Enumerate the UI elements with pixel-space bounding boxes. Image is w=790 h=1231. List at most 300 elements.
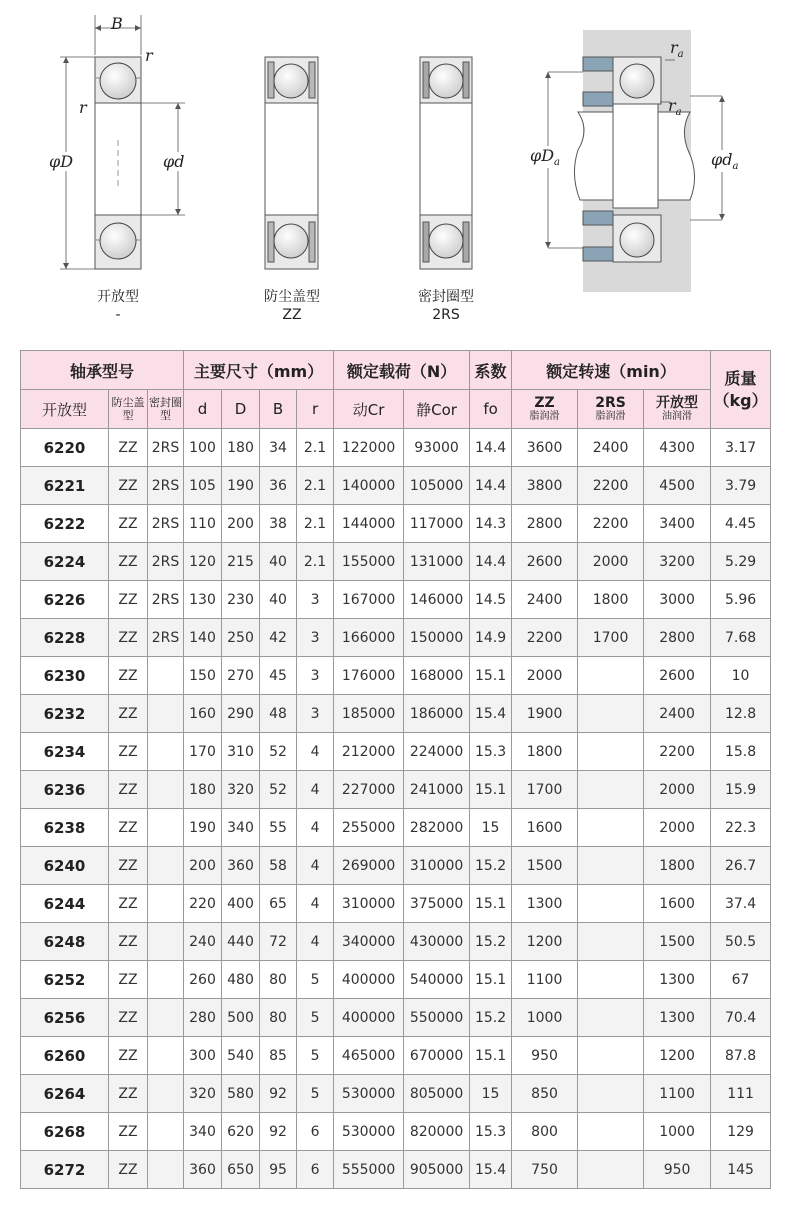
cell-model: 6221 (21, 467, 109, 505)
cell-d: 130 (184, 581, 222, 619)
cell-static-load: 241000 (404, 771, 470, 809)
cell-D: 440 (222, 923, 260, 961)
cell-D: 250 (222, 619, 260, 657)
cell-r: 4 (297, 809, 334, 847)
cell-fo: 14.4 (470, 543, 512, 581)
cell-d: 280 (184, 999, 222, 1037)
cell-static-load: 375000 (404, 885, 470, 923)
table-row (21, 657, 771, 695)
cell-fo: 14.9 (470, 619, 512, 657)
table-row (21, 771, 771, 809)
cell-speed-open: 1200 (644, 1037, 711, 1075)
dim-d-label: φd (163, 152, 185, 171)
cell-zz: ZZ (109, 885, 148, 923)
cell-2rs (148, 695, 184, 733)
cell-model: 6224 (21, 543, 109, 581)
cell-r: 3 (297, 581, 334, 619)
cell-speed-2rs (578, 1037, 644, 1075)
cell-model: 6256 (21, 999, 109, 1037)
cell-B: 85 (260, 1037, 297, 1075)
cell-D: 290 (222, 695, 260, 733)
cell-2rs: 2RS (148, 429, 184, 467)
bearing-spec-table (20, 350, 771, 1189)
cell-r: 3 (297, 657, 334, 695)
cell-B: 34 (260, 429, 297, 467)
cell-static-load: 150000 (404, 619, 470, 657)
cell-zz: ZZ (109, 1037, 148, 1075)
cell-speed-zz: 2200 (512, 619, 578, 657)
cell-static-load: 224000 (404, 733, 470, 771)
cell-model: 6220 (21, 429, 109, 467)
cell-speed-zz: 1900 (512, 695, 578, 733)
cell-D: 400 (222, 885, 260, 923)
cell-dynamic-load: 555000 (334, 1151, 404, 1189)
cell-D: 320 (222, 771, 260, 809)
cell-speed-2rs (578, 847, 644, 885)
cell-2rs (148, 1113, 184, 1151)
cell-speed-zz: 800 (512, 1113, 578, 1151)
2rs-type-caption (386, 288, 506, 324)
zz-type-code: ZZ (282, 307, 302, 323)
cell-r: 4 (297, 923, 334, 961)
cell-mass: 15.8 (711, 733, 771, 771)
cell-speed-open: 2600 (644, 657, 711, 695)
cell-d: 110 (184, 505, 222, 543)
cell-fo: 15 (470, 1075, 512, 1113)
cell-speed-open: 1500 (644, 923, 711, 961)
cell-D: 540 (222, 1037, 260, 1075)
header-static: 静Cor (404, 390, 470, 429)
cell-speed-zz: 850 (512, 1075, 578, 1113)
cell-r: 5 (297, 1037, 334, 1075)
cell-speed-open: 1100 (644, 1075, 711, 1113)
table-row (21, 885, 771, 923)
cell-fo: 15.3 (470, 1113, 512, 1151)
cell-speed-zz: 950 (512, 1037, 578, 1075)
cell-fo: 15.4 (470, 1151, 512, 1189)
cell-speed-open: 2000 (644, 809, 711, 847)
cell-speed-open: 4500 (644, 467, 711, 505)
cell-mass: 87.8 (711, 1037, 771, 1075)
cell-model: 6240 (21, 847, 109, 885)
cell-2rs (148, 847, 184, 885)
cell-d: 140 (184, 619, 222, 657)
cell-model: 6244 (21, 885, 109, 923)
cell-r: 5 (297, 1075, 334, 1113)
cell-D: 230 (222, 581, 260, 619)
header-dynamic: 动Cr (334, 390, 404, 429)
cell-speed-2rs (578, 695, 644, 733)
cell-r: 2.1 (297, 467, 334, 505)
cell-2rs: 2RS (148, 619, 184, 657)
zz-type-caption (232, 288, 352, 324)
header-load-rating: 额定载荷（N） (334, 351, 470, 390)
cell-static-load: 146000 (404, 581, 470, 619)
cell-zz: ZZ (109, 505, 148, 543)
cell-speed-open: 1000 (644, 1113, 711, 1151)
cell-fo: 15.1 (470, 771, 512, 809)
cell-d: 240 (184, 923, 222, 961)
dim-da-label: $\varphi d_a$ (711, 150, 739, 173)
header-r: r (297, 390, 334, 429)
cell-zz: ZZ (109, 543, 148, 581)
open-type-caption (58, 288, 178, 324)
header-row-2 (21, 390, 771, 429)
cell-dynamic-load: 185000 (334, 695, 404, 733)
cell-2rs (148, 923, 184, 961)
cell-dynamic-load: 530000 (334, 1075, 404, 1113)
cell-mass: 22.3 (711, 809, 771, 847)
cell-speed-open: 3000 (644, 581, 711, 619)
open-type-name: 开放型 (97, 289, 139, 305)
cell-d: 150 (184, 657, 222, 695)
header-B: B (260, 390, 297, 429)
cell-model: 6260 (21, 1037, 109, 1075)
cell-model: 6264 (21, 1075, 109, 1113)
cell-fo: 15.1 (470, 961, 512, 999)
2rs-type-code: 2RS (432, 307, 460, 323)
cell-d: 320 (184, 1075, 222, 1113)
cell-dynamic-load: 155000 (334, 543, 404, 581)
cell-zz: ZZ (109, 733, 148, 771)
header-speed-2rs: 2RS 脂润滑 (578, 390, 644, 429)
cell-mass: 3.79 (711, 467, 771, 505)
cell-speed-2rs: 1700 (578, 619, 644, 657)
cell-B: 92 (260, 1113, 297, 1151)
cell-fo: 15.2 (470, 923, 512, 961)
cell-D: 215 (222, 543, 260, 581)
cell-D: 360 (222, 847, 260, 885)
cell-r: 6 (297, 1151, 334, 1189)
cell-r: 5 (297, 961, 334, 999)
cell-zz: ZZ (109, 1113, 148, 1151)
cell-r: 4 (297, 885, 334, 923)
cell-2rs (148, 885, 184, 923)
cell-zz: ZZ (109, 961, 148, 999)
cell-2rs: 2RS (148, 505, 184, 543)
cell-model: 6248 (21, 923, 109, 961)
header-D: D (222, 390, 260, 429)
cell-static-load: 820000 (404, 1113, 470, 1151)
cell-model: 6232 (21, 695, 109, 733)
cell-dynamic-load: 144000 (334, 505, 404, 543)
cell-B: 72 (260, 923, 297, 961)
cell-speed-2rs: 2200 (578, 505, 644, 543)
cell-speed-open: 1300 (644, 999, 711, 1037)
cell-B: 55 (260, 809, 297, 847)
cell-dynamic-load: 167000 (334, 581, 404, 619)
cell-speed-zz: 1200 (512, 923, 578, 961)
header-d: d (184, 390, 222, 429)
table-row (21, 733, 771, 771)
cell-mass: 26.7 (711, 847, 771, 885)
cell-speed-2rs (578, 923, 644, 961)
header-row-1 (21, 351, 771, 390)
cell-fo: 14.4 (470, 429, 512, 467)
cell-D: 200 (222, 505, 260, 543)
cell-model: 6252 (21, 961, 109, 999)
cell-model: 6272 (21, 1151, 109, 1189)
cell-d: 100 (184, 429, 222, 467)
cell-speed-2rs (578, 771, 644, 809)
cell-speed-2rs (578, 809, 644, 847)
cell-mass: 10 (711, 657, 771, 695)
table-row (21, 961, 771, 999)
cell-zz: ZZ (109, 657, 148, 695)
cell-speed-2rs (578, 657, 644, 695)
cell-model: 6234 (21, 733, 109, 771)
cell-d: 190 (184, 809, 222, 847)
cell-D: 650 (222, 1151, 260, 1189)
cell-mass: 3.17 (711, 429, 771, 467)
table-row (21, 543, 771, 581)
cell-fo: 15.1 (470, 885, 512, 923)
cell-speed-2rs (578, 885, 644, 923)
cell-r: 3 (297, 695, 334, 733)
cell-mass: 12.8 (711, 695, 771, 733)
table-row (21, 1151, 771, 1189)
cell-speed-open: 2400 (644, 695, 711, 733)
cell-r: 2.1 (297, 543, 334, 581)
cell-model: 6236 (21, 771, 109, 809)
cell-speed-zz: 2600 (512, 543, 578, 581)
zz-type-name: 防尘盖型 (264, 289, 320, 305)
cell-static-load: 168000 (404, 657, 470, 695)
cell-B: 48 (260, 695, 297, 733)
cell-zz: ZZ (109, 695, 148, 733)
cell-zz: ZZ (109, 467, 148, 505)
cell-static-load: 805000 (404, 1075, 470, 1113)
cell-static-load: 310000 (404, 847, 470, 885)
cell-fo: 15 (470, 809, 512, 847)
cell-mass: 7.68 (711, 619, 771, 657)
cell-2rs: 2RS (148, 581, 184, 619)
cell-2rs (148, 771, 184, 809)
cell-r: 2.1 (297, 505, 334, 543)
header-seal: 密封圈型 (148, 390, 184, 429)
cell-static-load: 670000 (404, 1037, 470, 1075)
cell-B: 42 (260, 619, 297, 657)
cell-D: 270 (222, 657, 260, 695)
cell-2rs (148, 999, 184, 1037)
cell-D: 180 (222, 429, 260, 467)
cell-speed-open: 2200 (644, 733, 711, 771)
cell-D: 190 (222, 467, 260, 505)
cell-fo: 15.4 (470, 695, 512, 733)
header-speed: 额定转速（min） (512, 351, 711, 390)
cell-zz: ZZ (109, 1151, 148, 1189)
cell-speed-zz: 1000 (512, 999, 578, 1037)
cell-r: 4 (297, 847, 334, 885)
cell-model: 6230 (21, 657, 109, 695)
zz-bearing-drawing (265, 57, 318, 269)
cell-2rs (148, 1037, 184, 1075)
cell-speed-2rs: 2400 (578, 429, 644, 467)
bearing-diagrams (0, 0, 790, 340)
cell-r: 4 (297, 771, 334, 809)
cell-B: 45 (260, 657, 297, 695)
cell-speed-2rs: 2200 (578, 467, 644, 505)
cell-dynamic-load: 176000 (334, 657, 404, 695)
table-row (21, 429, 771, 467)
cell-r: 3 (297, 619, 334, 657)
cell-model: 6238 (21, 809, 109, 847)
table-row (21, 1113, 771, 1151)
cell-fo: 15.2 (470, 847, 512, 885)
dim-b-label: B (111, 14, 123, 33)
dim-r-top-label: r (145, 46, 153, 65)
cell-static-load: 105000 (404, 467, 470, 505)
cell-speed-open: 2000 (644, 771, 711, 809)
cell-fo: 15.3 (470, 733, 512, 771)
cell-zz: ZZ (109, 429, 148, 467)
header-mass: 质量（kg） (711, 351, 771, 429)
table-row (21, 1075, 771, 1113)
cell-dynamic-load: 400000 (334, 999, 404, 1037)
cell-zz: ZZ (109, 999, 148, 1037)
cell-speed-zz: 2000 (512, 657, 578, 695)
cell-B: 38 (260, 505, 297, 543)
cell-mass: 4.45 (711, 505, 771, 543)
header-speed-open: 开放型 油润滑 (644, 390, 711, 429)
cell-speed-open: 2800 (644, 619, 711, 657)
dim-ra-side-label: $r_a$ (668, 96, 682, 119)
cell-speed-zz: 1800 (512, 733, 578, 771)
header-open: 开放型 (21, 390, 109, 429)
cell-fo: 14.3 (470, 505, 512, 543)
open-bearing-drawing (60, 15, 185, 269)
cell-B: 52 (260, 733, 297, 771)
2rs-bearing-drawing (420, 57, 472, 269)
cell-dynamic-load: 340000 (334, 923, 404, 961)
cell-B: 92 (260, 1075, 297, 1113)
cell-speed-2rs (578, 1113, 644, 1151)
cell-speed-open: 950 (644, 1151, 711, 1189)
cell-dynamic-load: 465000 (334, 1037, 404, 1075)
dim-D-label: φD (49, 152, 74, 171)
cell-dynamic-load: 255000 (334, 809, 404, 847)
cell-speed-2rs: 1800 (578, 581, 644, 619)
cell-zz: ZZ (109, 809, 148, 847)
header-bearing-model: 轴承型号 (21, 351, 184, 390)
cell-speed-open: 3200 (644, 543, 711, 581)
cell-speed-zz: 2400 (512, 581, 578, 619)
cell-speed-zz: 2800 (512, 505, 578, 543)
cell-mass: 50.5 (711, 923, 771, 961)
dim-Da-label: $\varphi D_a$ (530, 146, 560, 169)
header-speed-zz: ZZ 脂润滑 (512, 390, 578, 429)
cell-speed-open: 4300 (644, 429, 711, 467)
cell-D: 340 (222, 809, 260, 847)
cell-dynamic-load: 140000 (334, 467, 404, 505)
cell-B: 40 (260, 581, 297, 619)
table-row (21, 999, 771, 1037)
cell-D: 580 (222, 1075, 260, 1113)
cell-2rs (148, 733, 184, 771)
cell-d: 200 (184, 847, 222, 885)
cell-2rs (148, 657, 184, 695)
cell-static-load: 93000 (404, 429, 470, 467)
cell-2rs (148, 1075, 184, 1113)
cell-static-load: 282000 (404, 809, 470, 847)
cell-speed-zz: 1700 (512, 771, 578, 809)
cell-d: 105 (184, 467, 222, 505)
cell-model: 6226 (21, 581, 109, 619)
cell-static-load: 550000 (404, 999, 470, 1037)
cell-dynamic-load: 310000 (334, 885, 404, 923)
dim-r-side-label: r (79, 98, 87, 117)
table-header (21, 351, 771, 429)
cell-speed-zz: 3800 (512, 467, 578, 505)
cell-D: 310 (222, 733, 260, 771)
cell-zz: ZZ (109, 1075, 148, 1113)
table-row (21, 923, 771, 961)
cell-mass: 67 (711, 961, 771, 999)
cell-speed-2rs (578, 961, 644, 999)
cell-2rs: 2RS (148, 467, 184, 505)
cell-r: 5 (297, 999, 334, 1037)
cell-static-load: 117000 (404, 505, 470, 543)
cell-speed-open: 1800 (644, 847, 711, 885)
cell-mass: 15.9 (711, 771, 771, 809)
cell-fo: 15.1 (470, 657, 512, 695)
cell-mass: 129 (711, 1113, 771, 1151)
cell-d: 260 (184, 961, 222, 999)
table-body (21, 429, 771, 1189)
cell-2rs (148, 1151, 184, 1189)
cell-d: 340 (184, 1113, 222, 1151)
cell-speed-open: 3400 (644, 505, 711, 543)
cell-dynamic-load: 122000 (334, 429, 404, 467)
cell-d: 120 (184, 543, 222, 581)
cell-B: 58 (260, 847, 297, 885)
cell-zz: ZZ (109, 847, 148, 885)
cell-mass: 111 (711, 1075, 771, 1113)
cell-speed-zz: 1100 (512, 961, 578, 999)
cell-mass: 70.4 (711, 999, 771, 1037)
open-type-code: - (115, 307, 121, 323)
cell-zz: ZZ (109, 581, 148, 619)
dim-ra-top-label: $r_a$ (670, 38, 684, 61)
cell-dynamic-load: 166000 (334, 619, 404, 657)
cell-d: 220 (184, 885, 222, 923)
cell-speed-2rs: 2000 (578, 543, 644, 581)
cell-model: 6222 (21, 505, 109, 543)
cell-B: 65 (260, 885, 297, 923)
2rs-type-name: 密封圈型 (418, 289, 474, 305)
cell-D: 500 (222, 999, 260, 1037)
table-row (21, 847, 771, 885)
cell-speed-zz: 3600 (512, 429, 578, 467)
mounting-drawing (545, 30, 725, 292)
cell-speed-zz: 1500 (512, 847, 578, 885)
cell-speed-zz: 1300 (512, 885, 578, 923)
cell-r: 4 (297, 733, 334, 771)
header-shield: 防尘盖型 (109, 390, 148, 429)
cell-speed-open: 1600 (644, 885, 711, 923)
cell-d: 300 (184, 1037, 222, 1075)
cell-dynamic-load: 212000 (334, 733, 404, 771)
cell-zz: ZZ (109, 771, 148, 809)
table-row (21, 619, 771, 657)
cell-static-load: 186000 (404, 695, 470, 733)
table-row (21, 1037, 771, 1075)
cell-r: 6 (297, 1113, 334, 1151)
cell-d: 360 (184, 1151, 222, 1189)
cell-speed-2rs (578, 733, 644, 771)
cell-speed-zz: 750 (512, 1151, 578, 1189)
cell-speed-2rs (578, 999, 644, 1037)
